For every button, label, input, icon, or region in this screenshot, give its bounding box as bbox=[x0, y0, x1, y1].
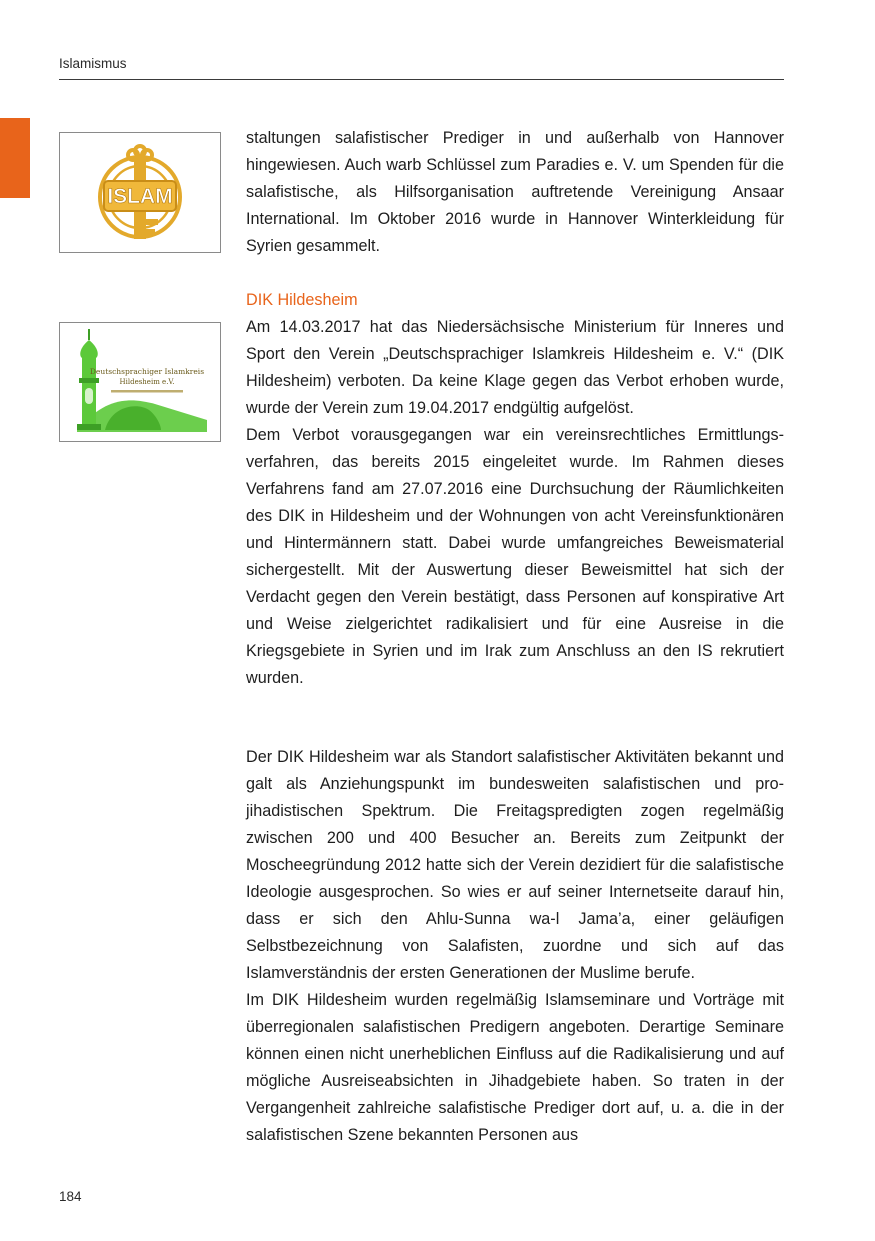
page-number: 184 bbox=[59, 1189, 82, 1204]
logo-image-dik-mosque bbox=[59, 322, 221, 442]
paragraph-intro: staltungen salafistischer Prediger in und außerhalb von Hannover hingewiesen. Auch warb Schlüssel zum Paradies e. V. um Spenden für die salafistische, als Hilfsorganisation auftretende Vereinigung Ansaar International. Im Oktober 2016 wurde in Hannover Winterkleidung für Syrien gesammelt. bbox=[246, 129, 784, 255]
logo-1-text: ISLAM bbox=[107, 184, 173, 208]
chapter-marker bbox=[0, 118, 30, 198]
running-header: Islamismus bbox=[59, 56, 127, 71]
dik-section bbox=[246, 287, 784, 692]
section-heading-dik: DIK Hildesheim bbox=[246, 291, 358, 309]
paragraph-location: Der DIK Hildesheim war als Standort salafistischer Aktivitäten bekannt und galt als Anziehungspunkt im bundesweiten salafistischen und pro-jihadistischen Spektrum. Die Freitagspredigten zogen regelmäßig zwischen 200 und 400 Besucher an. Bereits zum Zeitpunkt der Moscheegründung 2012 hatte sich der Verein dezidiert für die salafistische Ideologie ausgesprochen. So wies er auf seiner Internetseite darauf hin, dass er sich den Ahlu-Sunna wa-l Jama’a, einer geläufigen Selbstbezeichnung von Salafisten, zuordne und sich auf das Islamverständnis der ersten Generationen der Muslime berufe. bbox=[246, 748, 784, 982]
paragraph-ban: Am 14.03.2017 hat das Niedersächsische Ministerium für Inneres und Sport den Verein „Deutschsprachiger Islamkreis Hildesheim e. V.“ (DIK Hildesheim) verboten. Da keine Klage gegen das Verbot erhoben wurde, wurde der Verein zum 19.04.2017 endgültig aufgelöst. bbox=[246, 318, 784, 417]
paragraph-seminars: Im DIK Hildesheim wurden regelmäßig Islamseminare und Vorträge mit überregionalen salafistischen Predigern angeboten. Derartige Seminare können einen nicht unerheblichen Einfluss auf die Radikalisierung und auf mögliche Ausreiseabsichten in Jihadgebiete haben. So traten in der Vergangenheit zahlreiche salafistische Prediger dort auf, u. a. die in der salafistischen Szene bekannten Personen aus bbox=[246, 991, 784, 1144]
logo-2-line2: Hildesheim e.V. bbox=[119, 378, 175, 386]
intro-text-block bbox=[246, 125, 784, 260]
logo-image-islam-key bbox=[59, 132, 221, 253]
dik-details-block bbox=[246, 744, 784, 1149]
logo-2-line1: Deutschsprachiger Islamkreis bbox=[89, 367, 205, 376]
paragraph-investigation: Dem Verbot vorausgegangen war ein vereinsrechtliches Ermittlungsverfahren, das bereits 2015 eingeleitet wurde. Im Rahmen dieses Verfahrens fand am 27.07.2016 eine Durchsuchung der Räumlichkeiten des DIK in Hildesheim und der Wohnungen von acht Vereinsfunktionären und Hintermännern statt. Dabei wurde umfangreiches Beweismaterial sichergestellt. Mit der Auswertung dieser Beweismittel hat sich der Verdacht gegen den Verein bestätigt, dass Personen auf konspirative Art und Weise zielgerichtet radikalisiert und für eine Ausreise in die Kriegsgebiete in Syrien und im Irak zum Anschluss an den IS rekrutiert wurden. bbox=[246, 426, 784, 687]
header-divider bbox=[59, 79, 784, 80]
islam-key-logo-icon bbox=[90, 137, 190, 249]
mosque-logo-icon bbox=[65, 326, 215, 438]
